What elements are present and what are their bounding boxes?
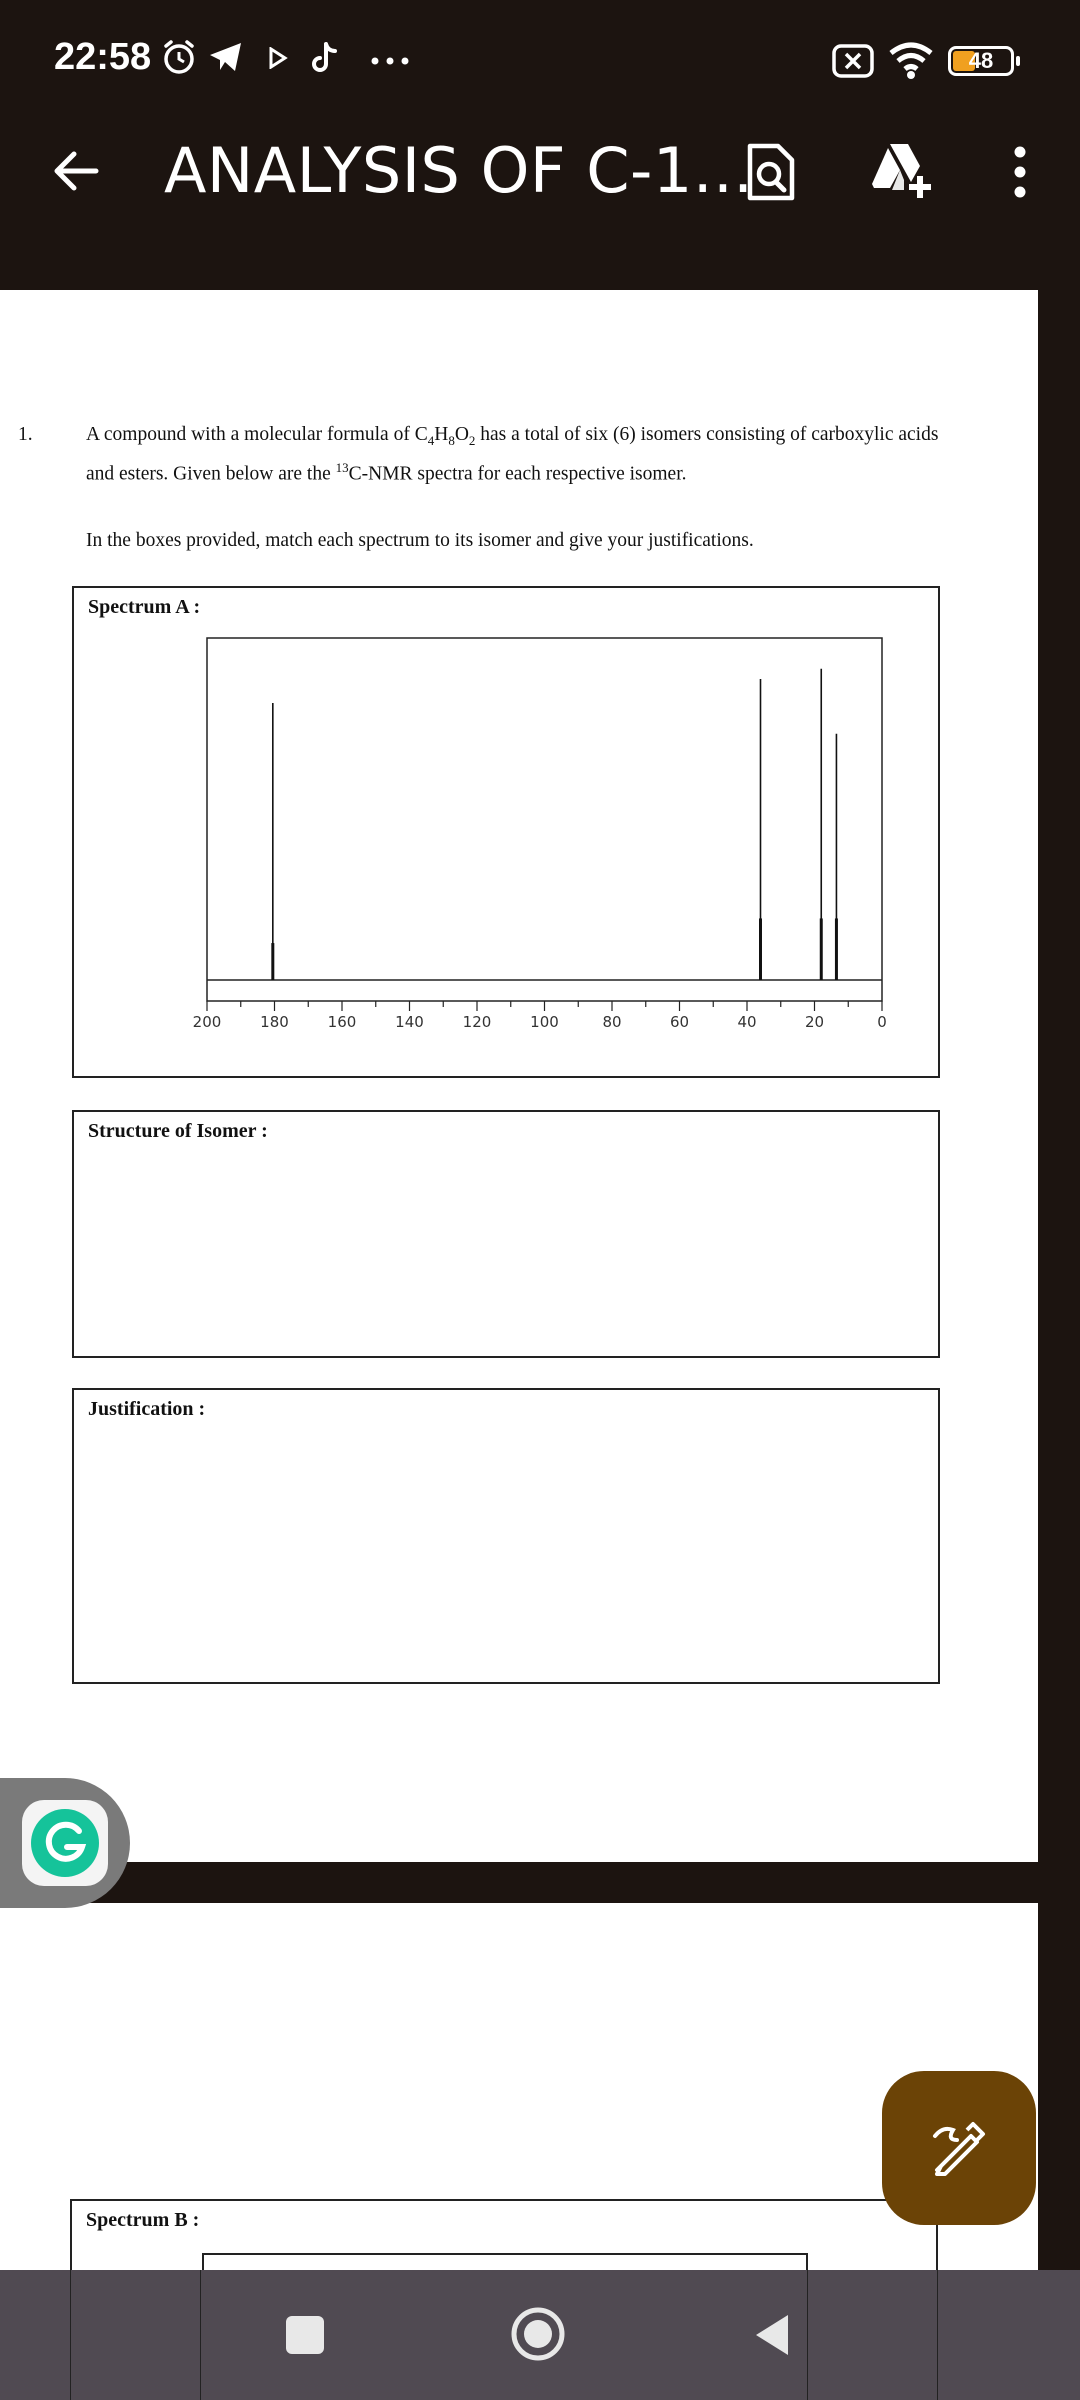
line1-text-b: has a total of six (6) isomers consisting of carboxylic acids [475,424,939,445]
page-separator [0,1862,1038,1903]
justification-box[interactable] [72,1388,940,1684]
x-tick-label: 180 [260,1013,289,1031]
superscript-13: 13 [335,460,349,475]
x-tick-label: 140 [395,1013,424,1031]
structure-label: Structure of Isomer : [88,1120,268,1142]
wifi-icon [888,40,934,80]
question-line-1 [86,424,938,449]
document-title: ANALYSIS OF C-1... [164,134,754,207]
app-bar [0,120,1080,290]
battery-indicator [948,46,1014,76]
more-notifications-icon [370,56,410,66]
justification-label: Justification : [88,1398,206,1420]
spectrum-b-label: Spectrum B : [86,2209,200,2231]
x-tick-label: 40 [737,1013,757,1031]
line2-text-b: C-NMR spectra for each respective isomer. [348,463,687,485]
grammarly-badge [22,1800,108,1886]
subscript-oxygen: 2 [468,432,476,448]
subscript-carbon: 4 [427,432,435,448]
spectrum-a-label: Spectrum A : [88,596,201,618]
play-icon [268,47,288,69]
plot-frame [207,638,882,1001]
x-tick-label: 20 [804,1013,825,1031]
line1-hydrogen: H [434,424,449,445]
line2-text-a: and esters. Given below are the [86,463,336,485]
battery-level: 48 [968,48,994,73]
x-tick-label: 60 [669,1013,690,1031]
document-page [0,290,1038,1862]
x-tick-label: 100 [530,1013,559,1031]
more-options-icon[interactable] [1008,144,1032,200]
find-in-document-icon[interactable] [746,142,796,202]
question-line-2 [86,460,687,486]
edit-fab[interactable] [882,2071,1036,2225]
instruction-text: In the boxes provided, match each spectrum to its isomer and give your justifications. [86,530,754,551]
telegram-icon [208,40,244,74]
structure-box[interactable] [72,1110,940,1358]
line1-oxygen: O [454,424,469,445]
grammarly-icon [29,1807,101,1879]
navigation-bar [0,2270,1080,2400]
spectrum-b-box-overlay [70,2270,938,2400]
nmr-spectrum-chart [154,628,914,1068]
grammarly-button[interactable] [0,1778,130,1908]
back-arrow-icon[interactable] [50,145,102,197]
tiktok-icon [310,42,340,74]
status-bar [0,0,1080,120]
no-sim-icon [832,44,874,78]
alarm-icon [160,38,198,76]
x-tick-label: 160 [327,1013,357,1031]
status-time: 22:58 [54,36,152,78]
spectrum-a-box [72,586,940,1078]
subscript-hydrogen: 8 [448,432,455,448]
x-tick-label: 200 [192,1013,222,1031]
pen-annotate-icon [927,2116,991,2180]
x-tick-label: 120 [462,1013,492,1031]
document-page-2 [0,1903,1038,2270]
x-tick-label: 0 [877,1013,887,1031]
question-number: 1. [18,424,33,445]
add-to-drive-icon[interactable] [870,140,934,200]
x-tick-label: 80 [602,1013,622,1031]
line1-text-a: A compound with a molecular formula of C [86,424,428,445]
